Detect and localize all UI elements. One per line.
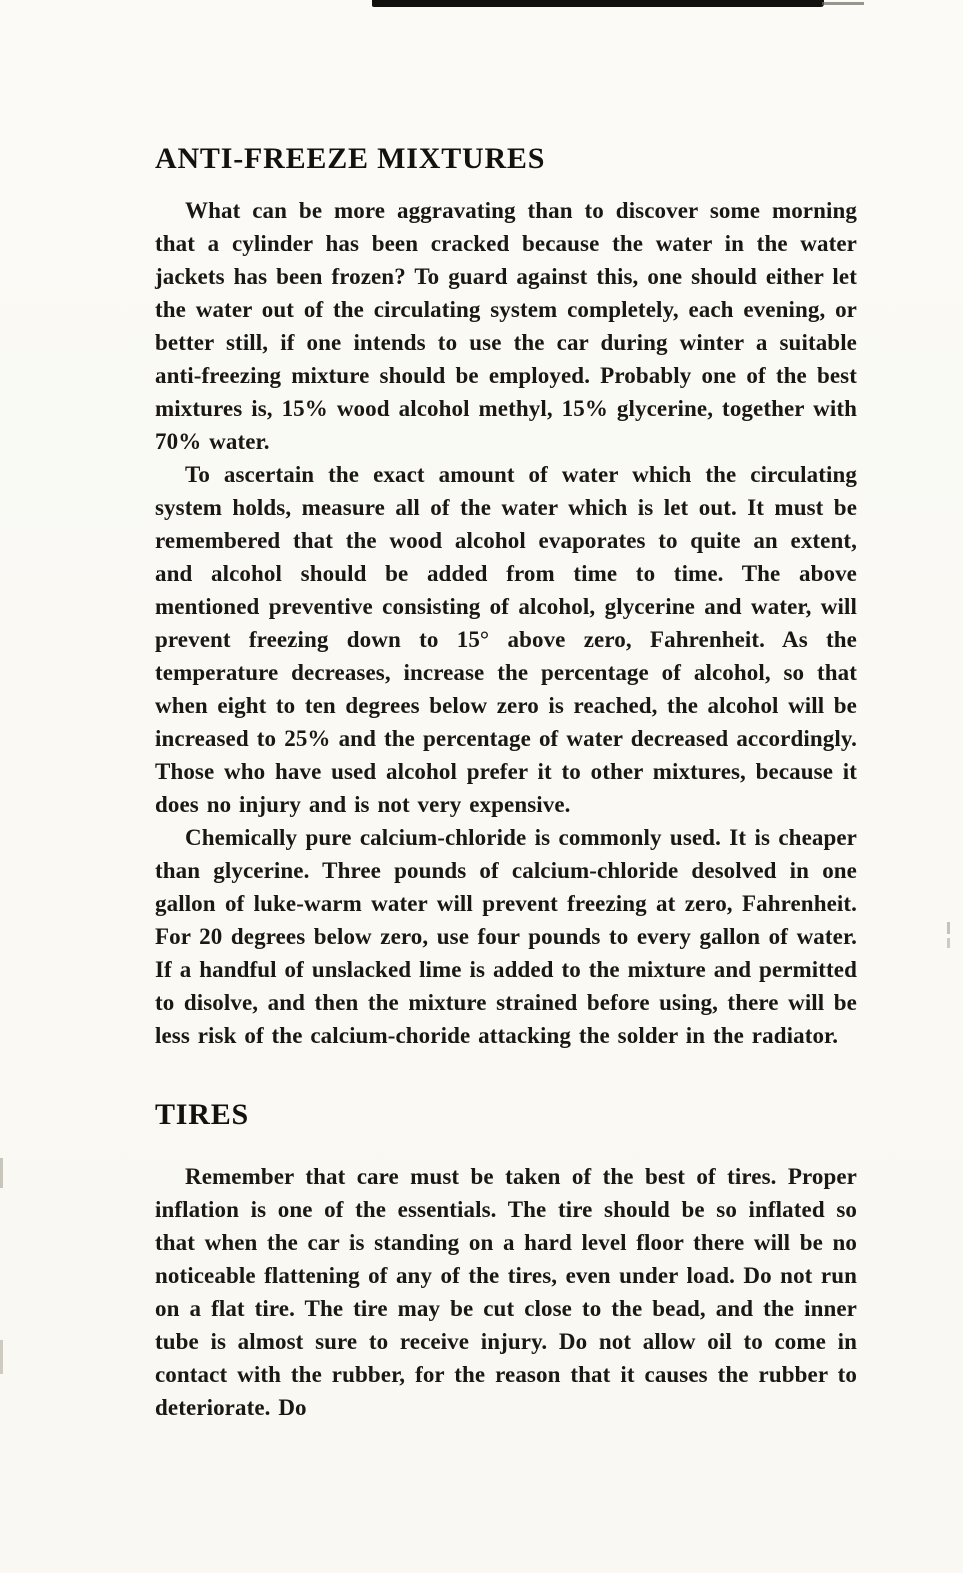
scan-artifact-left-speck xyxy=(0,1340,3,1374)
scan-artifact-right-speck xyxy=(947,922,950,934)
scan-artifact-left-speck xyxy=(0,1158,3,1188)
section-tires xyxy=(155,1098,857,1424)
section-anti-freeze-mixtures xyxy=(155,142,857,1052)
page-content xyxy=(155,142,857,1424)
scan-artifact-top-bar xyxy=(372,0,824,7)
paragraph-tires-1: Remember that care must be taken of the best of tires. Proper inflation is one of the essentials. The tire should be so inflated so that when the car is standing on a hard level floor there will be no noticeable flattening of any of the tires, even under load. Do not run on a flat tire. The tire may be cut close to the bead, and the inner tube is almost sure to receive injury. Do not allow oil to come in contact with the rubber, for the reason that it causes the rubber to deteriorate. Do xyxy=(155,1164,857,1420)
section-heading-anti-freeze-mixtures: ANTI-FREEZE MIXTURES xyxy=(155,142,546,175)
section-heading-tires: TIRES xyxy=(155,1098,250,1131)
scan-artifact-right-speck xyxy=(947,938,950,948)
paragraph-anti-freeze-1: What can be more aggravating than to discover some morning that a cylinder has been cracked because the water in the water jackets has been frozen? To guard against this, one should either let the water out of the circulating system completely, each evening, or better still, if one intends to use the car during winter a suitable anti-freezing mixture should be employed. Probably one of the best mixtures is, 15% wood alcohol methyl, 15% glycerine, together with 70% water. xyxy=(155,198,857,454)
paragraph-anti-freeze-3: Chemically pure calcium-chloride is commonly used. It is cheaper than glycerine. Three pounds of calcium-chloride desolved in one gallon of luke-warm water will prevent freezing at zero, Fahrenheit. For 20 degrees below zero, use four pounds to every gallon of water. If a handful of unslacked lime is added to the mixture and permitted to disolve, and then the mixture strained before using, there will be less risk of the calcium-choride attacking the solder in the radiator. xyxy=(155,825,857,1048)
paragraph-anti-freeze-2: To ascertain the exact amount of water which the circulating system holds, measure all of the water which is let out. It must be remembered that the wood alcohol evaporates to quite an extent, and alcohol should be added from time to time. The above mentioned preventive consisting of alcohol, glycerine and water, will prevent freezing down to 15° above zero, Fahrenheit. As the temperature decreases, increase the percentage of alcohol, so that when eight to ten degrees below zero is reached, the alcohol will be increased to 25% and the percentage of water decreased accordingly. Those who have used alcohol prefer it to other mixtures, because it does no injury and is not very expensive. xyxy=(155,462,857,817)
scan-artifact-top-line xyxy=(822,2,864,5)
